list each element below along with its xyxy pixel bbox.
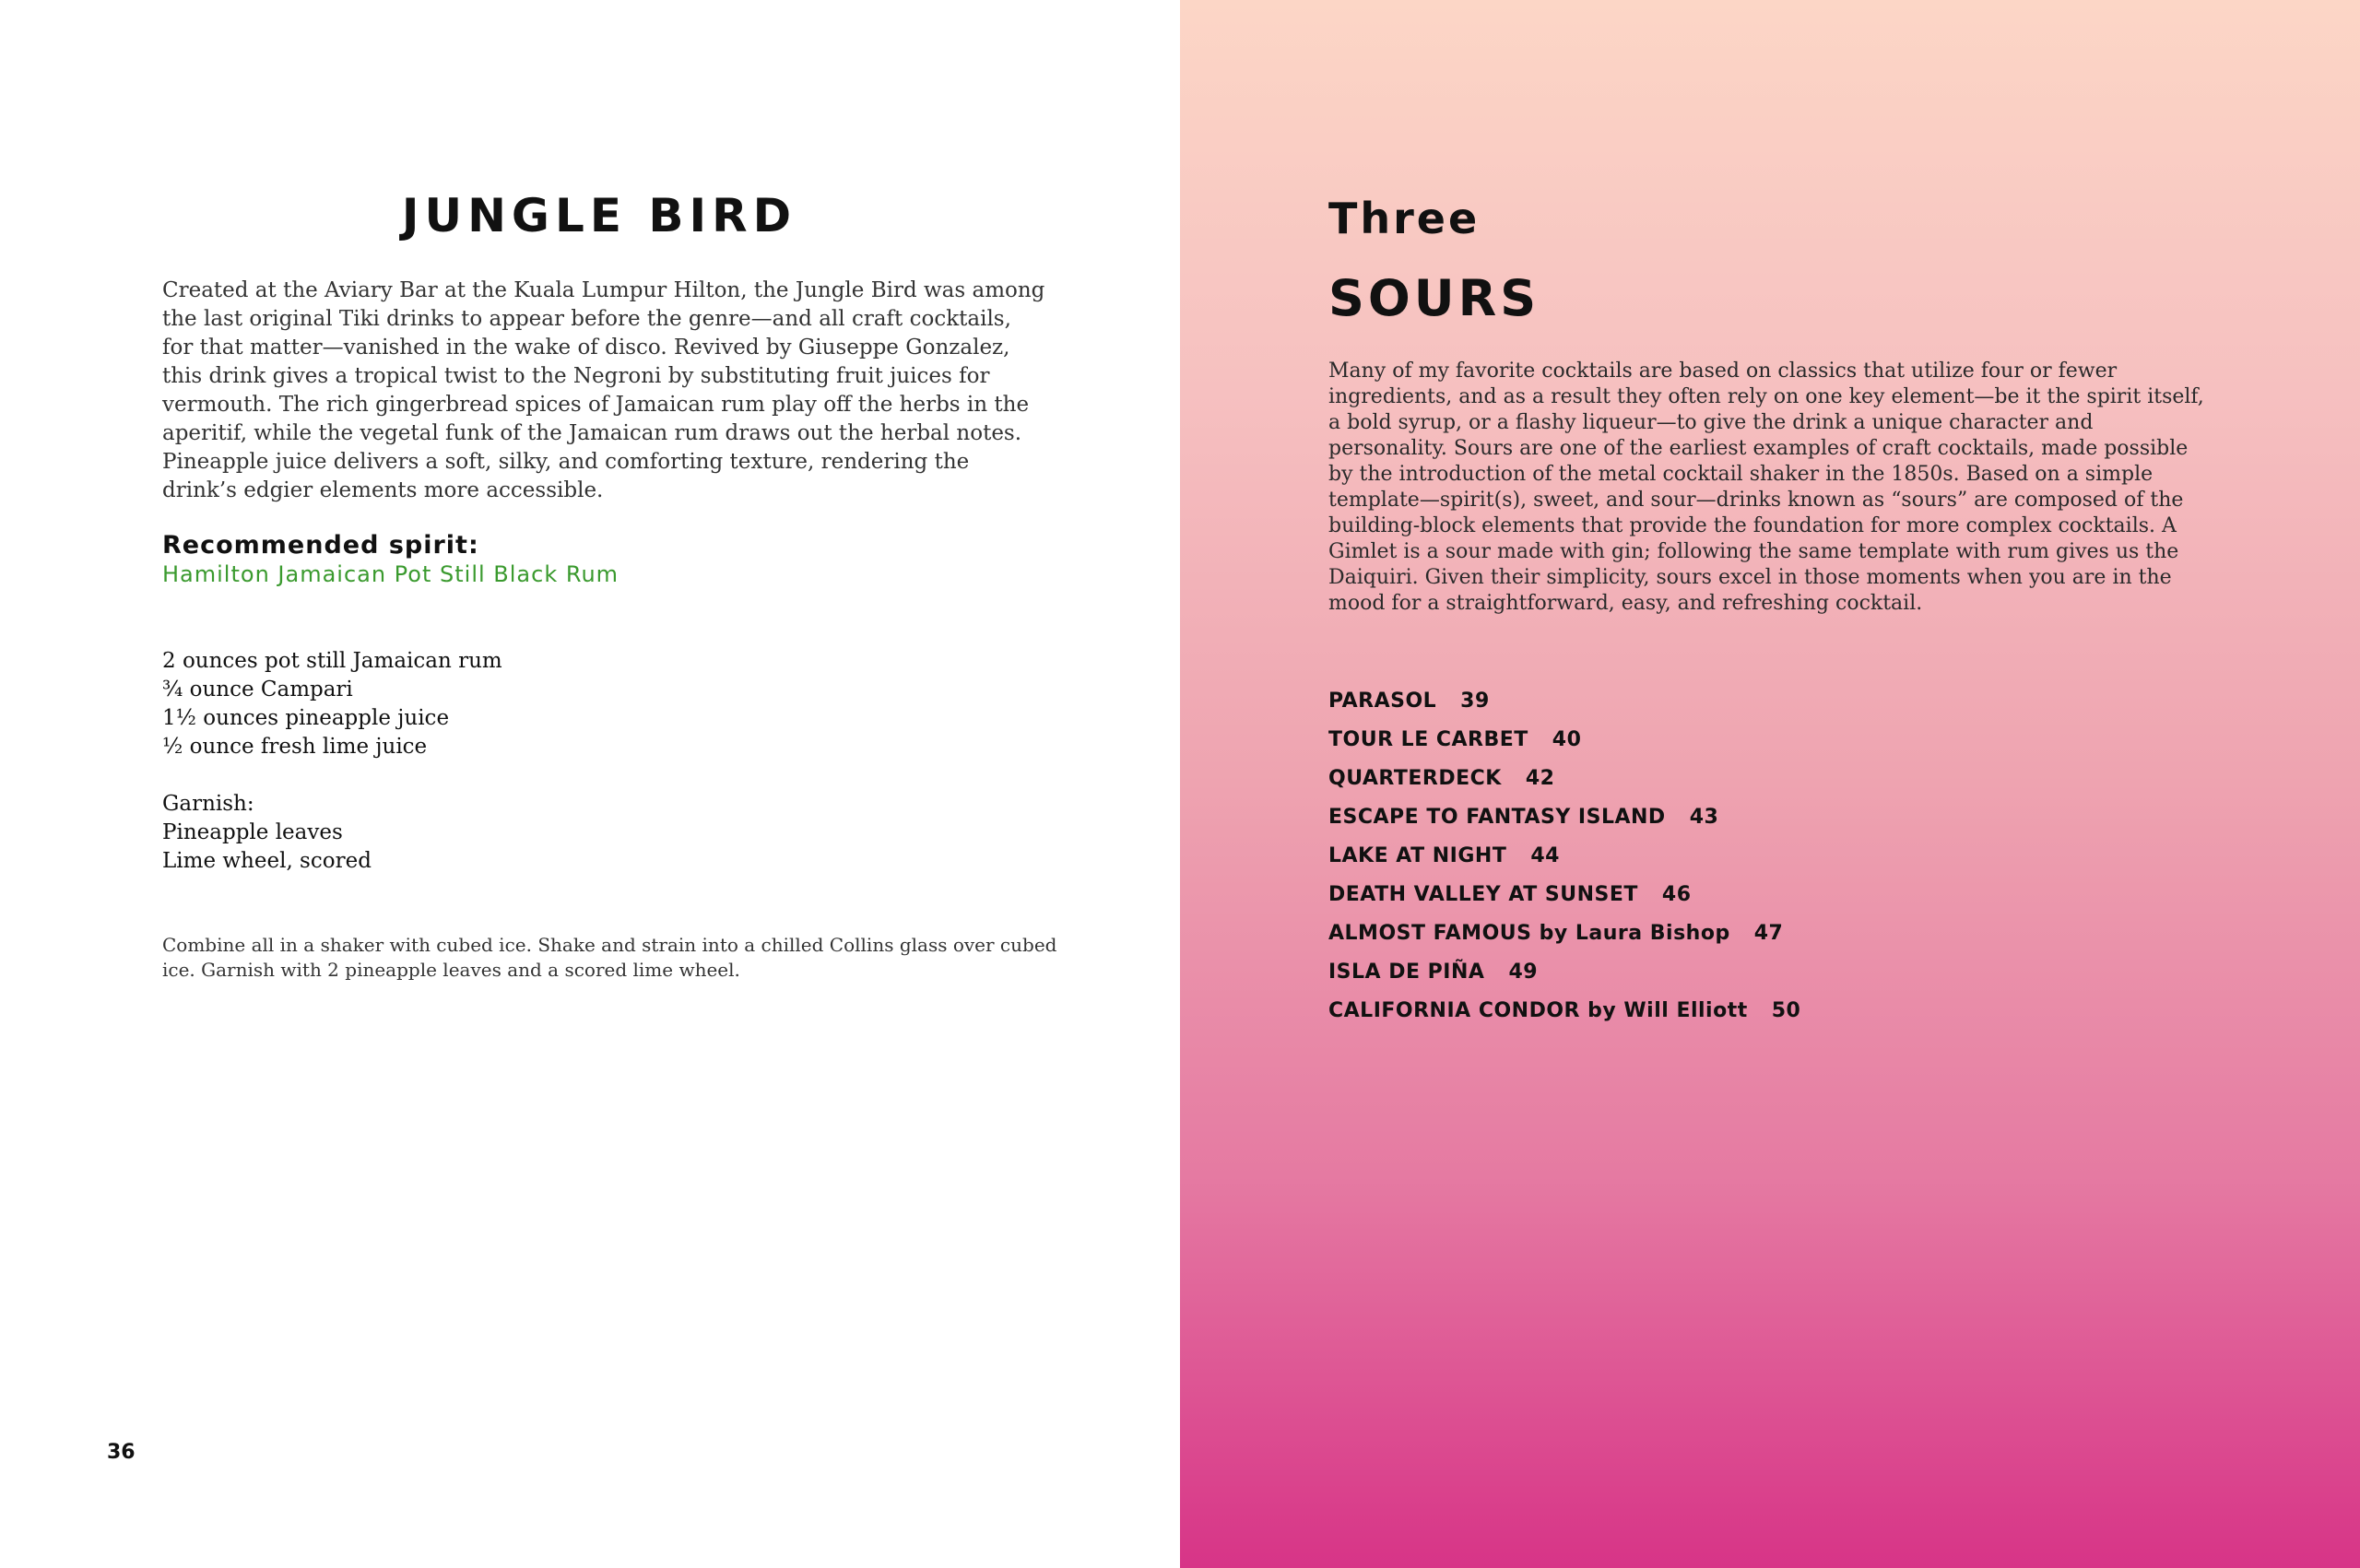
ingredient-item: 2 ounces pot still Jamaican rum (162, 649, 502, 673)
ingredient-list (162, 647, 502, 761)
toc-item-page: 43 (1689, 806, 1719, 829)
chapter-number: Three (1328, 194, 1481, 243)
toc-item-title: LAKE AT NIGHT (1328, 844, 1507, 867)
garnish-block (162, 790, 372, 876)
ingredient-item: 1½ ounces pineapple juice (162, 706, 450, 730)
toc-item-title: DEATH VALLEY AT SUNSET (1328, 883, 1638, 906)
toc-item-page: 46 (1661, 883, 1692, 906)
recipe-method: Combine all in a shaker with cubed ice. Shake and strain into a chilled Collins glass over cubed ice. Garnish with 2 pineapple leaves and a scored lime wheel. (162, 934, 1057, 981)
toc-item-title: CALIFORNIA CONDOR by Will Elliott (1328, 999, 1748, 1022)
garnish-item: Pineapple leaves (162, 820, 343, 844)
toc-item (1328, 876, 1800, 914)
recommended-spirit-label: Recommended spirit: (162, 531, 479, 560)
right-page (1180, 0, 2360, 1568)
recommended-spirit-value: Hamilton Jamaican Pot Still Black Rum (162, 561, 620, 587)
chapter-title: SOURS (1328, 269, 1540, 327)
toc-item-title: TOUR LE CARBET (1328, 728, 1528, 751)
toc-item (1328, 992, 1800, 1031)
toc-item-title: PARASOL (1328, 690, 1437, 713)
page-number: 36 (107, 1441, 136, 1464)
toc-item (1328, 798, 1800, 837)
toc-item-page: 44 (1530, 844, 1560, 867)
toc-item-page: 40 (1552, 728, 1582, 751)
ingredient-item: ¾ ounce Campari (162, 678, 353, 701)
toc-item (1328, 721, 1800, 760)
toc-item-page: 39 (1460, 690, 1490, 713)
toc-item-page: 47 (1753, 922, 1784, 945)
toc-item-title: ALMOST FAMOUS by Laura Bishop (1328, 922, 1730, 945)
garnish-list (162, 819, 372, 876)
toc-item-page: 49 (1508, 961, 1539, 984)
garnish-label: Garnish: (162, 792, 254, 816)
toc-item-title: ISLA DE PIÑA (1328, 961, 1485, 984)
toc-item (1328, 914, 1800, 953)
toc-item (1328, 837, 1800, 876)
garnish-item: Lime wheel, scored (162, 849, 372, 873)
toc-item (1328, 760, 1800, 798)
toc-item-page: 50 (1771, 999, 1801, 1022)
toc-item-page: 42 (1525, 767, 1555, 790)
toc-item (1328, 953, 1800, 992)
ingredient-item: ½ ounce fresh lime juice (162, 735, 428, 759)
toc-item-title: ESCAPE TO FANTASY ISLAND (1328, 806, 1666, 829)
recipe-intro: Created at the Aviary Bar at the Kuala Lumpur Hilton, the Jungle Bird was among the last original Tiki drinks to appear before the genre—and all craft cocktails, for that matter—vanished in the wake of disco. Revived by Giuseppe Gonzalez, this drink gives a tropical twist to the Negroni by substituting fruit juices for vermouth. The rich gingerbread spices of Jamaican rum play off the herbs in the aperitif, while the vegetal funk of the Jamaican rum draws out the herbal notes. Pineapple juice delivers a soft, silky, and comforting texture, rendering the drink’s edgier elements more accessible. (162, 278, 1045, 502)
toc-item-title: QUARTERDECK (1328, 767, 1502, 790)
chapter-contents (1328, 682, 1800, 1031)
chapter-intro: Many of my favorite cocktails are based on classics that utilize four or fewer ingredients, and as a result they often rely on one key element—be it the spirit itself, a bold syrup, or a flashy liqueur—to give the drink a unique character and personality. Sours are one of the earliest examples of craft cocktails, made possible by the introduction of the metal cocktail shaker in the 1850s. Based on a simple template—spirit(s), sweet, and sour—drinks known as “sours” are composed of the building-block elements that provide the foundation for more complex cocktails. A Gimlet is a sour made with gin; following the same template with rum gives us the Daiquiri. Given their simplicity, sours excel in those moments when you are in the mood for a straightforward, easy, and refreshing cocktail. (1328, 360, 2204, 615)
recipe-title: JUNGLE BIRD (401, 189, 797, 242)
toc-item (1328, 682, 1800, 721)
